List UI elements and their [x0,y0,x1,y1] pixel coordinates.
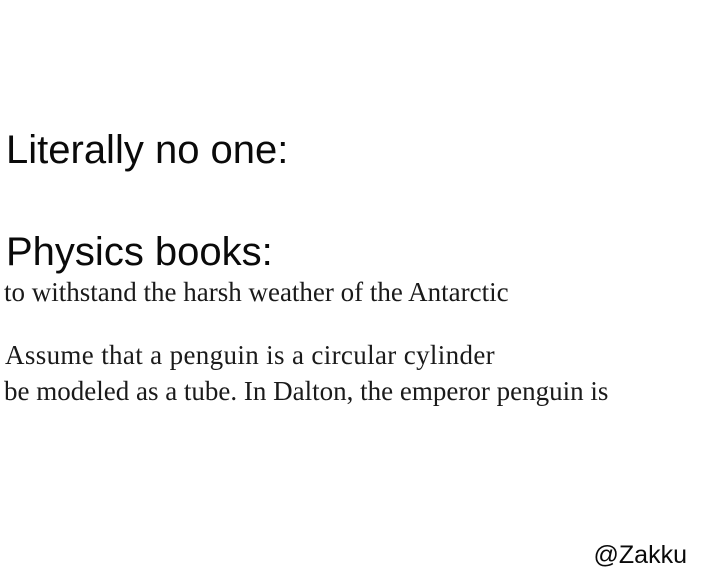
setup-line: Literally no one: [6,128,289,172]
cropped-text-line-below-wrapper [0,376,713,406]
cropped-text-line-above: to withstand the harsh weather of the Antarctic [4,277,509,307]
credit-handle: @Zakku [593,541,687,569]
punch-intro: Physics books: [6,230,273,274]
cropped-text-line-below: be modeled as a tube. In Dalton, the emperor penguin is [4,376,609,406]
excerpt-sentence: Assume that a penguin is a circular cylinder [5,340,495,370]
